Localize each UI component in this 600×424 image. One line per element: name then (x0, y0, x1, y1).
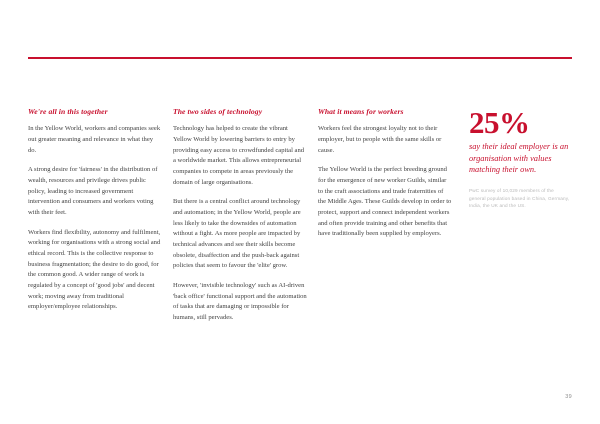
column-paragraph: A strong desire for 'fairness' in the distribution of wealth, resources and privilege drives public policy, leading to increased government intervention and consumers and workers voting with their feet. (28, 166, 158, 217)
column-paragraph: The Yellow World is the perfect breeding ground for the emergence of new worker Guilds, similar to the craft associations and trade fraternities of the Middle Ages. These Guilds develop in order to protect, support and connect independent workers and often provide training and other benefits that have traditionally been supplied by employers. (317, 166, 452, 238)
statistic-source-note: PwC survey of 10,029 members of the general population based in China, Germany, India, the UK and the US. (468, 188, 570, 209)
column-heading: The two sides of technology (172, 107, 263, 116)
column-paragraph: Technology has helped to create the vibrant Yellow World by lowering barriers to entry by providing easy access to crowdfunded capital and a worldwide market. This allows entrepreneurial companies to compete in areas previously the domain of large organisations. (172, 125, 305, 186)
column-paragraph: In the Yellow World, workers and companies seek out greater meaning and relevance in what they do. (28, 125, 161, 154)
column-heading: What it means for workers (317, 107, 404, 116)
column-the-two-sides-of-technology (173, 108, 307, 333)
top-red-rule (28, 57, 572, 59)
content-columns (28, 105, 572, 333)
column-paragraph: Workers feel the strongest loyalty not to their employer, but to people with the same skills or cause. (317, 125, 442, 154)
statistic-callout (463, 105, 572, 333)
column-paragraph: Workers find flexibility, autonomy and fulfilment, working for organisations with a strong social and ethical record. This is the collective response to business fragmentation; the desire to do good, for the common good. A wider range of work is regulated by a concept of 'good jobs' and decent work; moving away from traditional employer/employee relationships. (28, 228, 161, 311)
page-number: 39 (565, 394, 572, 400)
column-what-it-means-for-workers (318, 108, 452, 333)
column-paragraph: However, 'invisible technology' such as AI-driven 'back office' functional support and the automation of tasks that are damaging or impossible for humans, still pervades. (172, 282, 307, 322)
statistic-number: 25% (468, 105, 530, 140)
column-we-are-all-in-this-together (28, 108, 162, 333)
column-heading: We're all in this together (28, 107, 108, 116)
statistic-statement: say their ideal employer is an organisation with values matching their own. (468, 142, 569, 175)
column-paragraph: But there is a central conflict around technology and automation; in the Yellow World, people are less likely to take the downsides of automation without a fight. As more people are impacted by technical advances and see their skills become obsolete, disaffection and the push-back against policies that seem to favour the 'elite' grow. (172, 198, 301, 270)
